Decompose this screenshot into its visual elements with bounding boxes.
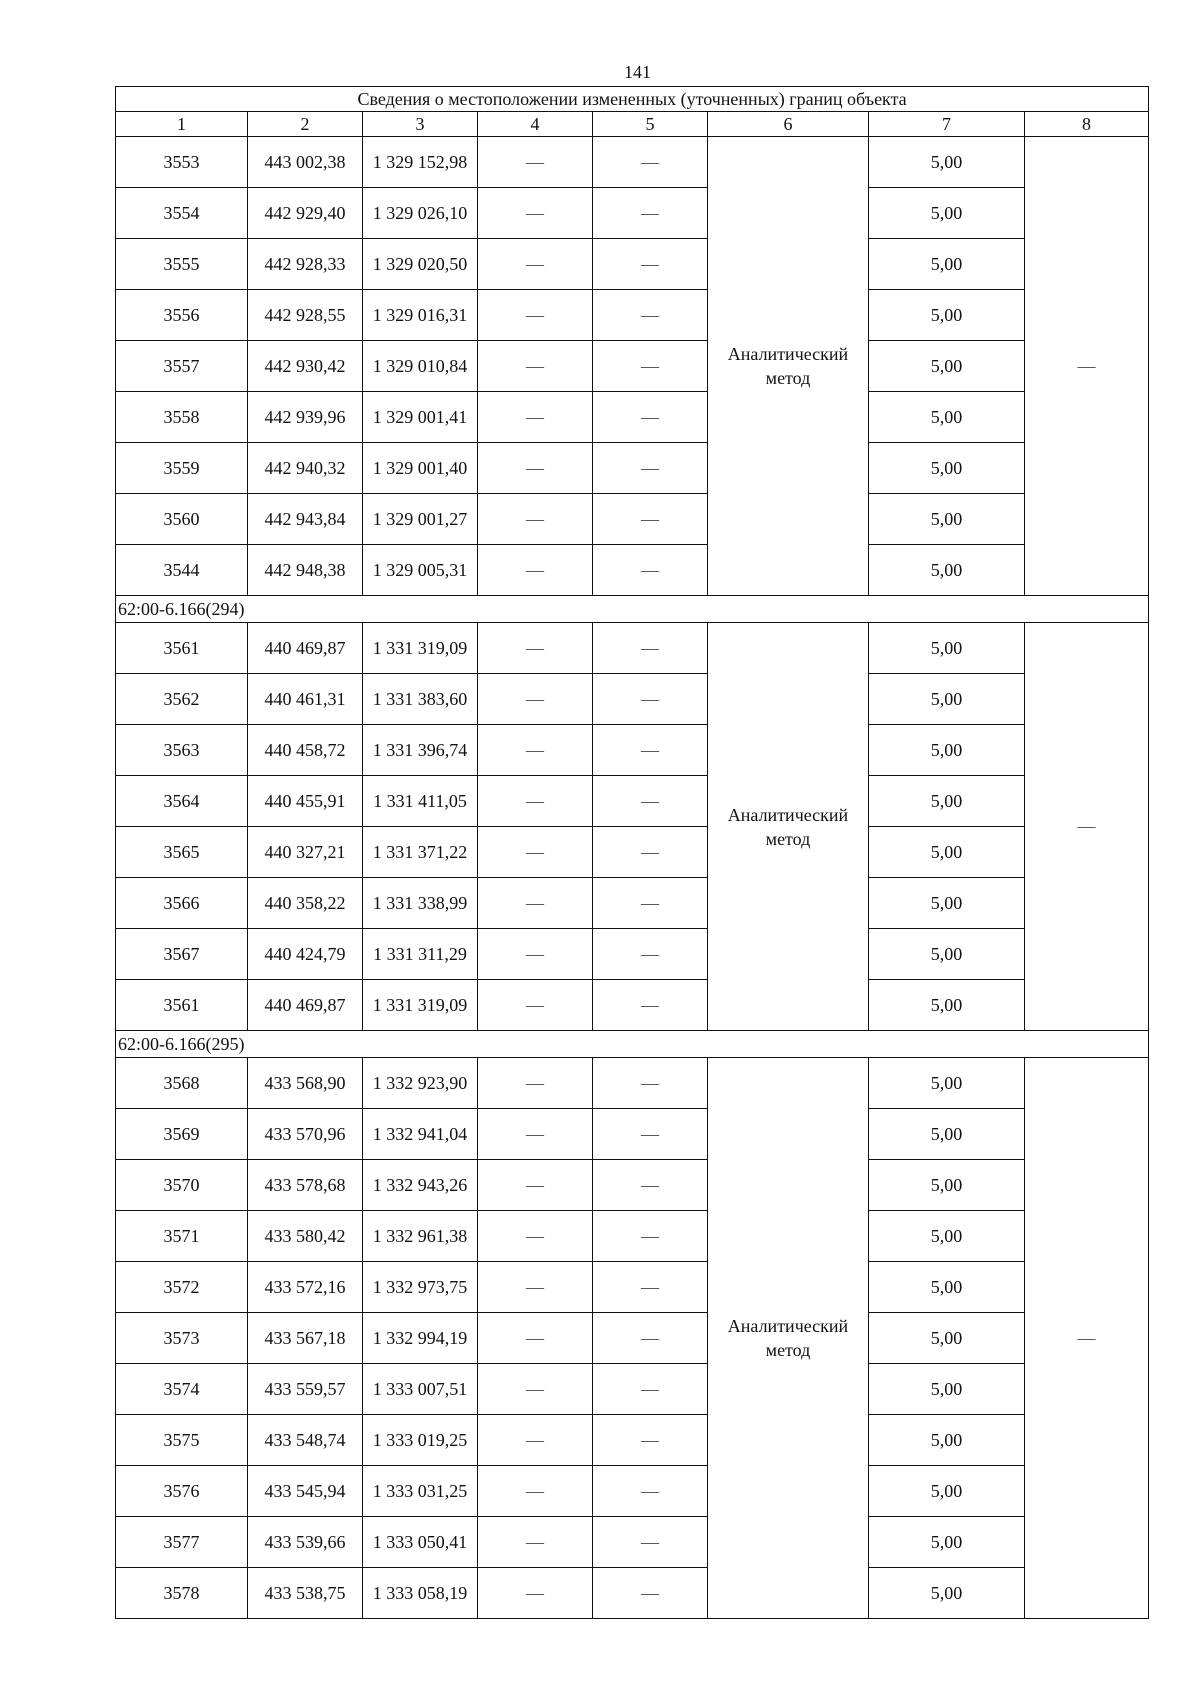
section-label: 62:00-6.166(295) (116, 1031, 1149, 1058)
col5-cell: — (593, 1466, 708, 1517)
table-row (116, 1262, 1149, 1313)
point-number-cell: 3567 (116, 929, 248, 980)
col5-cell: — (593, 725, 708, 776)
table-row (116, 929, 1149, 980)
point-number-cell: 3558 (116, 392, 248, 443)
point-number-cell: 3553 (116, 137, 248, 188)
column-header: 7 (869, 112, 1025, 137)
col4-cell: — (478, 980, 593, 1031)
col4-cell: — (478, 494, 593, 545)
x-coordinate-cell: 442 928,55 (248, 290, 363, 341)
col5-cell: — (593, 188, 708, 239)
x-coordinate-cell: 433 578,68 (248, 1160, 363, 1211)
point-number-cell: 3544 (116, 545, 248, 596)
point-number-cell: 3561 (116, 980, 248, 1031)
y-coordinate-cell: 1 331 319,09 (363, 623, 478, 674)
x-coordinate-cell: 433 548,74 (248, 1415, 363, 1466)
point-number-cell: 3560 (116, 494, 248, 545)
column-header: 4 (478, 112, 593, 137)
col4-cell: — (478, 776, 593, 827)
table-row (116, 1415, 1149, 1466)
col4-cell: — (478, 1313, 593, 1364)
point-number-cell: 3565 (116, 827, 248, 878)
col4-cell: — (478, 878, 593, 929)
table-row (116, 545, 1149, 596)
y-coordinate-cell: 1 329 001,27 (363, 494, 478, 545)
y-coordinate-cell: 1 329 005,31 (363, 545, 478, 596)
table-row (116, 725, 1149, 776)
x-coordinate-cell: 442 929,40 (248, 188, 363, 239)
y-coordinate-cell: 1 333 058,19 (363, 1568, 478, 1619)
accuracy-cell: 5,00 (869, 776, 1025, 827)
point-number-cell: 3555 (116, 239, 248, 290)
y-coordinate-cell: 1 331 311,29 (363, 929, 478, 980)
y-coordinate-cell: 1 333 031,25 (363, 1466, 478, 1517)
col5-cell: — (593, 1058, 708, 1109)
col4-cell: — (478, 1109, 593, 1160)
table-row (116, 1364, 1149, 1415)
point-number-cell: 3564 (116, 776, 248, 827)
accuracy-cell: 5,00 (869, 443, 1025, 494)
accuracy-cell: 5,00 (869, 1313, 1025, 1364)
point-number-cell: 3576 (116, 1466, 248, 1517)
y-coordinate-cell: 1 332 961,38 (363, 1211, 478, 1262)
col5-cell: — (593, 1262, 708, 1313)
x-coordinate-cell: 433 567,18 (248, 1313, 363, 1364)
accuracy-cell: 5,00 (869, 239, 1025, 290)
col5-cell: — (593, 290, 708, 341)
col5-cell: — (593, 878, 708, 929)
col5-cell: — (593, 827, 708, 878)
col4-cell: — (478, 1058, 593, 1109)
x-coordinate-cell: 440 327,21 (248, 827, 363, 878)
method-cell: Аналитический метод (708, 137, 869, 596)
col4-cell: — (478, 545, 593, 596)
col4-cell: — (478, 827, 593, 878)
y-coordinate-cell: 1 331 396,74 (363, 725, 478, 776)
table-row (116, 674, 1149, 725)
x-coordinate-cell: 440 455,91 (248, 776, 363, 827)
col4-cell: — (478, 137, 593, 188)
table-row (116, 1313, 1149, 1364)
y-coordinate-cell: 1 332 994,19 (363, 1313, 478, 1364)
table-row (116, 1058, 1149, 1109)
table-row (116, 1160, 1149, 1211)
y-coordinate-cell: 1 331 338,99 (363, 878, 478, 929)
point-number-cell: 3559 (116, 443, 248, 494)
x-coordinate-cell: 442 948,38 (248, 545, 363, 596)
point-number-cell: 3573 (116, 1313, 248, 1364)
accuracy-cell: 5,00 (869, 980, 1025, 1031)
col5-cell: — (593, 1211, 708, 1262)
point-number-cell: 3563 (116, 725, 248, 776)
accuracy-cell: 5,00 (869, 1568, 1025, 1619)
section-row (116, 596, 1149, 623)
table-row (116, 1466, 1149, 1517)
accuracy-cell: 5,00 (869, 623, 1025, 674)
y-coordinate-cell: 1 333 050,41 (363, 1517, 478, 1568)
accuracy-cell: 5,00 (869, 341, 1025, 392)
column-header: 1 (116, 112, 248, 137)
x-coordinate-cell: 442 939,96 (248, 392, 363, 443)
point-number-cell: 3570 (116, 1160, 248, 1211)
page-number: 141 (624, 62, 651, 82)
table-row (116, 137, 1149, 188)
accuracy-cell: 5,00 (869, 1058, 1025, 1109)
y-coordinate-cell: 1 332 973,75 (363, 1262, 478, 1313)
accuracy-cell: 5,00 (869, 1415, 1025, 1466)
accuracy-cell: 5,00 (869, 725, 1025, 776)
accuracy-cell: 5,00 (869, 1160, 1025, 1211)
accuracy-cell: 5,00 (869, 137, 1025, 188)
point-number-cell: 3571 (116, 1211, 248, 1262)
column-header: 5 (593, 112, 708, 137)
x-coordinate-cell: 440 461,31 (248, 674, 363, 725)
col5-cell: — (593, 1364, 708, 1415)
table-row (116, 494, 1149, 545)
y-coordinate-cell: 1 329 001,41 (363, 392, 478, 443)
y-coordinate-cell: 1 333 007,51 (363, 1364, 478, 1415)
accuracy-cell: 5,00 (869, 1109, 1025, 1160)
col8-cell: — (1025, 623, 1149, 1031)
point-number-cell: 3568 (116, 1058, 248, 1109)
col4-cell: — (478, 1415, 593, 1466)
col5-cell: — (593, 341, 708, 392)
col4-cell: — (478, 239, 593, 290)
y-coordinate-cell: 1 333 019,25 (363, 1415, 478, 1466)
col5-cell: — (593, 1517, 708, 1568)
point-number-cell: 3561 (116, 623, 248, 674)
x-coordinate-cell: 433 568,90 (248, 1058, 363, 1109)
y-coordinate-cell: 1 331 411,05 (363, 776, 478, 827)
table-row (116, 980, 1149, 1031)
column-header: 6 (708, 112, 869, 137)
col4-cell: — (478, 623, 593, 674)
y-coordinate-cell: 1 331 383,60 (363, 674, 478, 725)
accuracy-cell: 5,00 (869, 545, 1025, 596)
col5-cell: — (593, 929, 708, 980)
point-number-cell: 3575 (116, 1415, 248, 1466)
x-coordinate-cell: 443 002,38 (248, 137, 363, 188)
y-coordinate-cell: 1 329 001,40 (363, 443, 478, 494)
table-row (116, 188, 1149, 239)
y-coordinate-cell: 1 329 020,50 (363, 239, 478, 290)
y-coordinate-cell: 1 331 319,09 (363, 980, 478, 1031)
accuracy-cell: 5,00 (869, 392, 1025, 443)
accuracy-cell: 5,00 (869, 878, 1025, 929)
point-number-cell: 3574 (116, 1364, 248, 1415)
point-number-cell: 3562 (116, 674, 248, 725)
table-row (116, 239, 1149, 290)
y-coordinate-cell: 1 332 941,04 (363, 1109, 478, 1160)
table-row (116, 623, 1149, 674)
table-row (116, 1517, 1149, 1568)
col5-cell: — (593, 239, 708, 290)
y-coordinate-cell: 1 329 026,10 (363, 188, 478, 239)
x-coordinate-cell: 440 424,79 (248, 929, 363, 980)
col4-cell: — (478, 1517, 593, 1568)
table-row (116, 392, 1149, 443)
x-coordinate-cell: 433 570,96 (248, 1109, 363, 1160)
column-header: 8 (1025, 112, 1149, 137)
point-number-cell: 3566 (116, 878, 248, 929)
x-coordinate-cell: 440 469,87 (248, 623, 363, 674)
point-number-cell: 3578 (116, 1568, 248, 1619)
point-number-cell: 3554 (116, 188, 248, 239)
col4-cell: — (478, 674, 593, 725)
col4-cell: — (478, 188, 593, 239)
x-coordinate-cell: 433 538,75 (248, 1568, 363, 1619)
col4-cell: — (478, 290, 593, 341)
y-coordinate-cell: 1 332 923,90 (363, 1058, 478, 1109)
col5-cell: — (593, 1568, 708, 1619)
col8-cell: — (1025, 1058, 1149, 1619)
accuracy-cell: 5,00 (869, 827, 1025, 878)
y-coordinate-cell: 1 332 943,26 (363, 1160, 478, 1211)
x-coordinate-cell: 440 358,22 (248, 878, 363, 929)
col5-cell: — (593, 137, 708, 188)
col5-cell: — (593, 623, 708, 674)
method-cell: Аналитический метод (708, 623, 869, 1031)
x-coordinate-cell: 442 940,32 (248, 443, 363, 494)
col4-cell: — (478, 443, 593, 494)
y-coordinate-cell: 1 331 371,22 (363, 827, 478, 878)
col4-cell: — (478, 929, 593, 980)
col5-cell: — (593, 674, 708, 725)
col4-cell: — (478, 1211, 593, 1262)
accuracy-cell: 5,00 (869, 494, 1025, 545)
col4-cell: — (478, 341, 593, 392)
accuracy-cell: 5,00 (869, 674, 1025, 725)
section-label: 62:00-6.166(294) (116, 596, 1149, 623)
col5-cell: — (593, 494, 708, 545)
table-row (116, 878, 1149, 929)
x-coordinate-cell: 433 580,42 (248, 1211, 363, 1262)
x-coordinate-cell: 433 539,66 (248, 1517, 363, 1568)
x-coordinate-cell: 433 545,94 (248, 1466, 363, 1517)
method-cell: Аналитический метод (708, 1058, 869, 1619)
accuracy-cell: 5,00 (869, 1262, 1025, 1313)
section-row (116, 1031, 1149, 1058)
col5-cell: — (593, 443, 708, 494)
col4-cell: — (478, 725, 593, 776)
table-row (116, 1568, 1149, 1619)
col5-cell: — (593, 776, 708, 827)
col5-cell: — (593, 1160, 708, 1211)
table-row (116, 776, 1149, 827)
col5-cell: — (593, 1109, 708, 1160)
table-row (116, 290, 1149, 341)
x-coordinate-cell: 442 943,84 (248, 494, 363, 545)
x-coordinate-cell: 442 928,33 (248, 239, 363, 290)
accuracy-cell: 5,00 (869, 290, 1025, 341)
accuracy-cell: 5,00 (869, 1517, 1025, 1568)
col5-cell: — (593, 1313, 708, 1364)
col4-cell: — (478, 1262, 593, 1313)
col4-cell: — (478, 392, 593, 443)
col8-cell: — (1025, 137, 1149, 596)
col4-cell: — (478, 1364, 593, 1415)
table-title-row (116, 87, 1149, 112)
col5-cell: — (593, 980, 708, 1031)
col5-cell: — (593, 392, 708, 443)
y-coordinate-cell: 1 329 152,98 (363, 137, 478, 188)
col5-cell: — (593, 545, 708, 596)
y-coordinate-cell: 1 329 016,31 (363, 290, 478, 341)
accuracy-cell: 5,00 (869, 1364, 1025, 1415)
accuracy-cell: 5,00 (869, 1211, 1025, 1262)
column-header: 3 (363, 112, 478, 137)
table-row (116, 341, 1149, 392)
y-coordinate-cell: 1 329 010,84 (363, 341, 478, 392)
accuracy-cell: 5,00 (869, 929, 1025, 980)
col4-cell: — (478, 1160, 593, 1211)
table-row (116, 443, 1149, 494)
point-number-cell: 3577 (116, 1517, 248, 1568)
point-number-cell: 3556 (116, 290, 248, 341)
x-coordinate-cell: 440 458,72 (248, 725, 363, 776)
x-coordinate-cell: 433 559,57 (248, 1364, 363, 1415)
table-row (116, 1211, 1149, 1262)
point-number-cell: 3569 (116, 1109, 248, 1160)
accuracy-cell: 5,00 (869, 1466, 1025, 1517)
x-coordinate-cell: 442 930,42 (248, 341, 363, 392)
col4-cell: — (478, 1568, 593, 1619)
column-header: 2 (248, 112, 363, 137)
accuracy-cell: 5,00 (869, 188, 1025, 239)
x-coordinate-cell: 433 572,16 (248, 1262, 363, 1313)
table-row (116, 827, 1149, 878)
boundary-coordinates-table (115, 86, 1149, 1619)
table-row (116, 1109, 1149, 1160)
table-title: Сведения о местоположении измененных (уточненных) границ объекта (116, 87, 1149, 112)
col4-cell: — (478, 1466, 593, 1517)
x-coordinate-cell: 440 469,87 (248, 980, 363, 1031)
column-header-row (116, 112, 1149, 137)
point-number-cell: 3557 (116, 341, 248, 392)
point-number-cell: 3572 (116, 1262, 248, 1313)
col5-cell: — (593, 1415, 708, 1466)
